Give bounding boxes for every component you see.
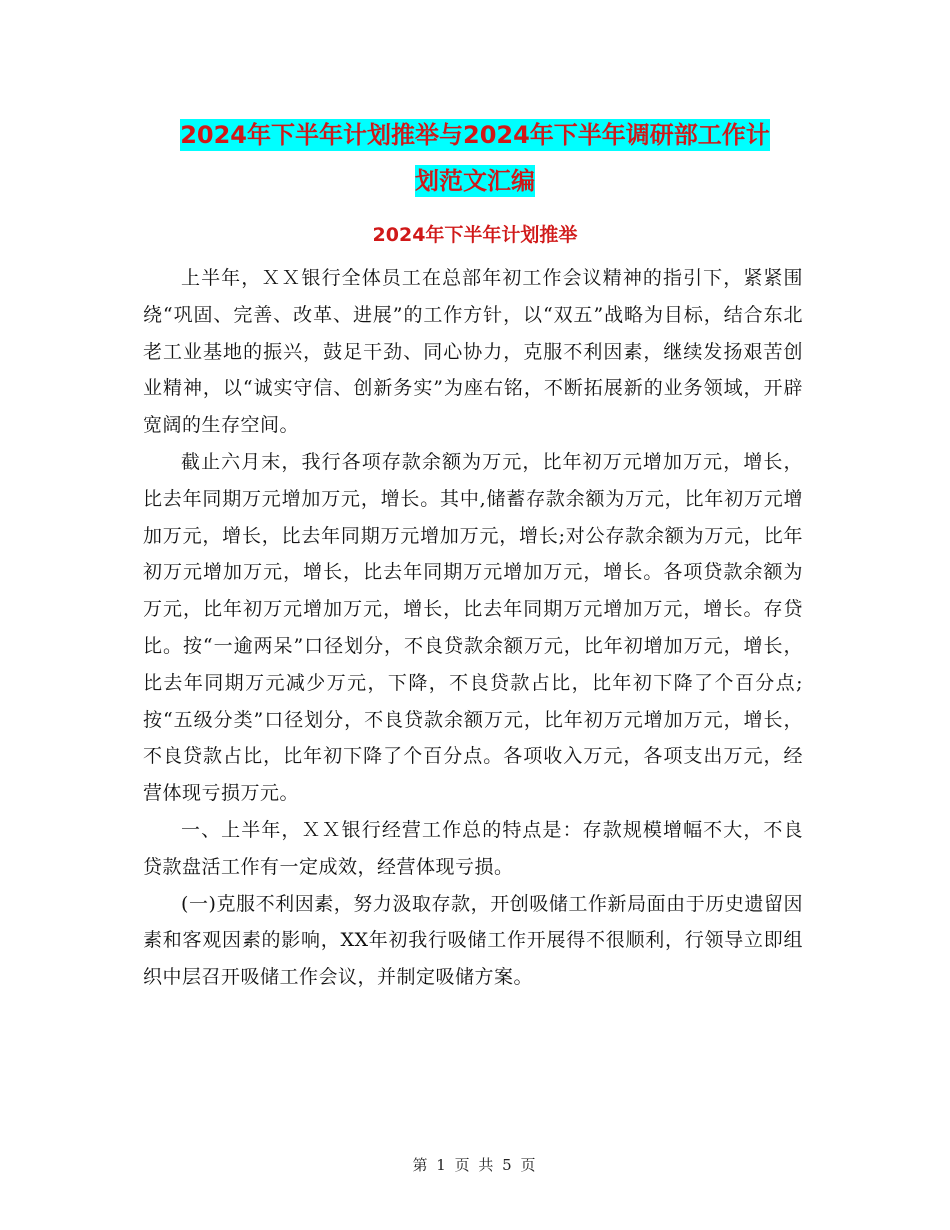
paragraph: 上半年，ＸＸ银行全体员工在总部年初工作会议精神的指引下，紧紧围绕“巩固、完善、改革、进展”的工作方针，以“双五”战略为目标，结合东北老工业基地的振兴，鼓足干劲、同心协力，克服不利因素，继续发扬艰苦创业精神，以“诚实守信、创新务实”为座右铭，不断拓展新的业务领域，开辟宽阔的生存空间。: [143, 267, 803, 437]
paragraph: (一)克服不利因素，努力汲取存款，开创吸储工作新局面由于历史遗留因素和客观因素的影响，XX年初我行吸储工作开展得不很顺利，行领导立即组织中层召开吸储工作会议，并制定吸储方案。: [143, 892, 803, 989]
page-number: 第 1 页 共 5 页: [412, 1156, 538, 1174]
paragraph: 一、上半年，ＸＸ银行经营工作总的特点是：存款规模增幅不大，不良贷款盘活工作有一定成效，经营体现亏损。: [143, 818, 803, 878]
document-title-line-1: 2024年下半年计划推举与2024年下半年调研部工作计: [180, 121, 770, 149]
section-heading: 2024年下半年计划推举: [372, 224, 578, 246]
document-title-line-2: 划范文汇编: [415, 167, 535, 195]
document-body: [143, 260, 803, 996]
document-title: [0, 112, 950, 204]
paragraph: 截止六月末，我行各项存款余额为万元，比年初万元增加万元，增长，比去年同期万元增加万元，增长。其中,储蓄存款余额为万元，比年初万元增加万元，增长，比去年同期万元增加万元，增长;对公存款余额为万元，比年初万元增加万元，增长，比去年同期万元增加万元，增长。各项贷款余额为万元，比年初万元增加万元，增长，比去年同期万元增加万元，增长。存贷比。按“一逾两呆”口径划分，不良贷款余额万元，比年初增加万元，增长，比去年同期万元减少万元，下降，不良贷款占比，比年初下降了个百分点;按“五级分类”口径划分，不良贷款余额万元，比年初万元增加万元，增长，不良贷款占比，比年初下降了个百分点。各项收入万元，各项支出万元，经营体现亏损万元。: [143, 450, 803, 805]
